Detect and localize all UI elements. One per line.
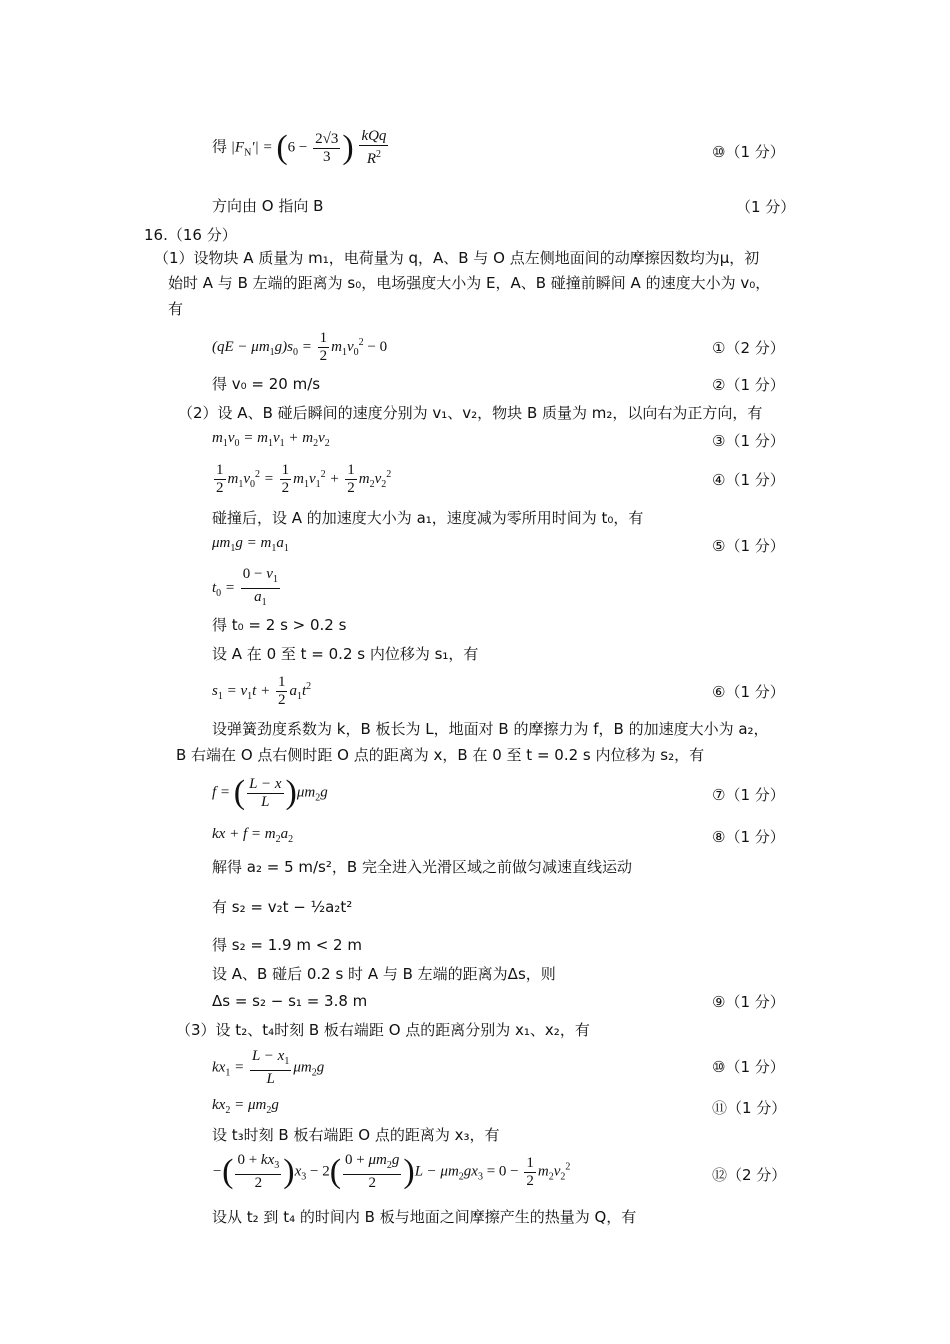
formula-momentum: $m_1v_0 = m_1v_1 + m_2v_2$: [212, 430, 330, 449]
paragraph-line: （2）设 A、B 碰后瞬间的速度分别为 v₁、v₂，物块 B 质量为 m₂，以向右为正方向，有: [178, 404, 763, 422]
formula-kinetic: $\frac{1}{2}$ $m_1v_0^2$ = $\frac{1}{2}$ $m_1v_1^2$ + $\frac{1}{2}$ $m_2v_2^2$: [216, 462, 392, 496]
score-mark: ③（1 分）: [712, 432, 785, 450]
score-mark: ⑨（1 分）: [712, 993, 785, 1011]
score-mark: ⑩（1 分）: [712, 1058, 785, 1076]
result-line: 解得 a₂ = 5 m/s²，B 完全进入光滑区域之前做匀减速直线运动: [212, 858, 632, 876]
score-mark: ④（1 分）: [712, 471, 785, 489]
score-mark: （1 分）: [736, 198, 796, 216]
formula-f: f = ( $\frac{L - x}{L}$ )$\mu m_2g$: [212, 774, 328, 811]
paragraph-line: 有: [168, 300, 184, 318]
formula-kx1: $kx_1$ = $\frac{L - x_1}{L}$ $\mu m_2g$: [212, 1048, 325, 1087]
paragraph-line: （1）设物块 A 质量为 m₁，电荷量为 q，A、B 与 O 点左侧地面间的动摩擦因数均为μ，初: [154, 249, 760, 267]
score-mark: ⑫（2 分）: [712, 1166, 787, 1184]
score-mark: ⑪（1 分）: [712, 1099, 787, 1117]
score-mark: ②（1 分）: [712, 376, 785, 394]
paragraph-line: 始时 A 与 B 左端的距离为 s₀，电场强度大小为 E，A、B 碰撞前瞬间 A 的速度大小为 v₀，: [168, 274, 771, 292]
score-mark: ⑩（1 分）: [712, 143, 785, 161]
formula-energy: $(qE - \mu m_1g)s_0$ = $\frac{1}{2}$ $m_1v_0^2 - 0$: [212, 330, 388, 364]
paragraph-line: 设从 t₂ 到 t₄ 的时间内 B 板与地面之间摩擦产生的热量为 Q，有: [212, 1208, 637, 1226]
problem-heading: 16.（16 分）: [144, 226, 237, 244]
formula-work: −( $\frac{0 + kx_3}{2}$ )$x_3 - 2$( $\frac{0 + \mu m_2g}{2}$ )$L - \mu m_2gx_3 = 0$ − $\frac{1}{2}$ $m_2v_2^2$: [212, 1152, 571, 1191]
paragraph-line: （3）设 t₂、t₄时刻 B 板右端距 O 点的距离分别为 x₁、x₂，有: [176, 1021, 590, 1039]
paragraph-line: 设弹簧劲度系数为 k，B 板长为 L，地面对 B 的摩擦力为 f，B 的加速度大小为 a₂，: [212, 720, 769, 738]
formula-s1: $s_1 = v_1t$ + $\frac{1}{2}$ $a_1t^2$: [212, 674, 312, 708]
score-mark: ⑦（1 分）: [712, 786, 785, 804]
score-mark: ⑥（1 分）: [712, 683, 785, 701]
score-mark: ⑧（1 分）: [712, 828, 785, 846]
result-line: 得 t₀ = 2 s > 0.2 s: [212, 616, 347, 634]
formula-kx2: $kx_2 = \mu m_2g$: [212, 1097, 279, 1116]
formula-friction-a: $\mu m_1g = m_1a_1$: [212, 535, 289, 554]
formula-fn: 得 $|F_N'| = (6$ − $\frac{2√3}{3}$ ) $\frac{\text{kQq}}{R^2}$: [212, 128, 387, 167]
paragraph-line: 设 A 在 0 至 t = 0.2 s 内位移为 s₁，有: [212, 645, 479, 663]
paragraph-line: 设 t₃时刻 B 板右端距 O 点的距离为 x₃，有: [212, 1126, 500, 1144]
direction-text: 方向由 O 指向 B: [212, 197, 324, 215]
result-line: 得 s₂ = 1.9 m < 2 m: [212, 936, 362, 954]
paragraph-line: 碰撞后，设 A 的加速度大小为 a₁，速度减为零所用时间为 t₀，有: [212, 509, 644, 527]
result-line: 得 v₀ = 20 m/s: [212, 375, 321, 393]
formula-t0: $t_0$ = $\frac{0 - v_1}{a_1}$: [212, 566, 278, 608]
paragraph-line: B 右端在 O 点右侧时距 O 点的距离为 x，B 在 0 至 t = 0.2 s 内位移为 s₂，有: [176, 746, 705, 764]
de-label: 得: [212, 137, 228, 156]
score-mark: ①（2 分）: [712, 339, 785, 357]
formula-s2: 有 s₂ = v₂t − ½a₂t²: [212, 898, 353, 916]
score-mark: ⑤（1 分）: [712, 537, 785, 555]
paragraph-line: 设 A、B 碰后 0.2 s 时 A 与 B 左端的距离为Δs，则: [212, 965, 556, 983]
formula-kx: kx + $f = m_2a_2$: [212, 826, 294, 845]
formula-ds: Δs = s₂ − s₁ = 3.8 m: [212, 992, 368, 1010]
